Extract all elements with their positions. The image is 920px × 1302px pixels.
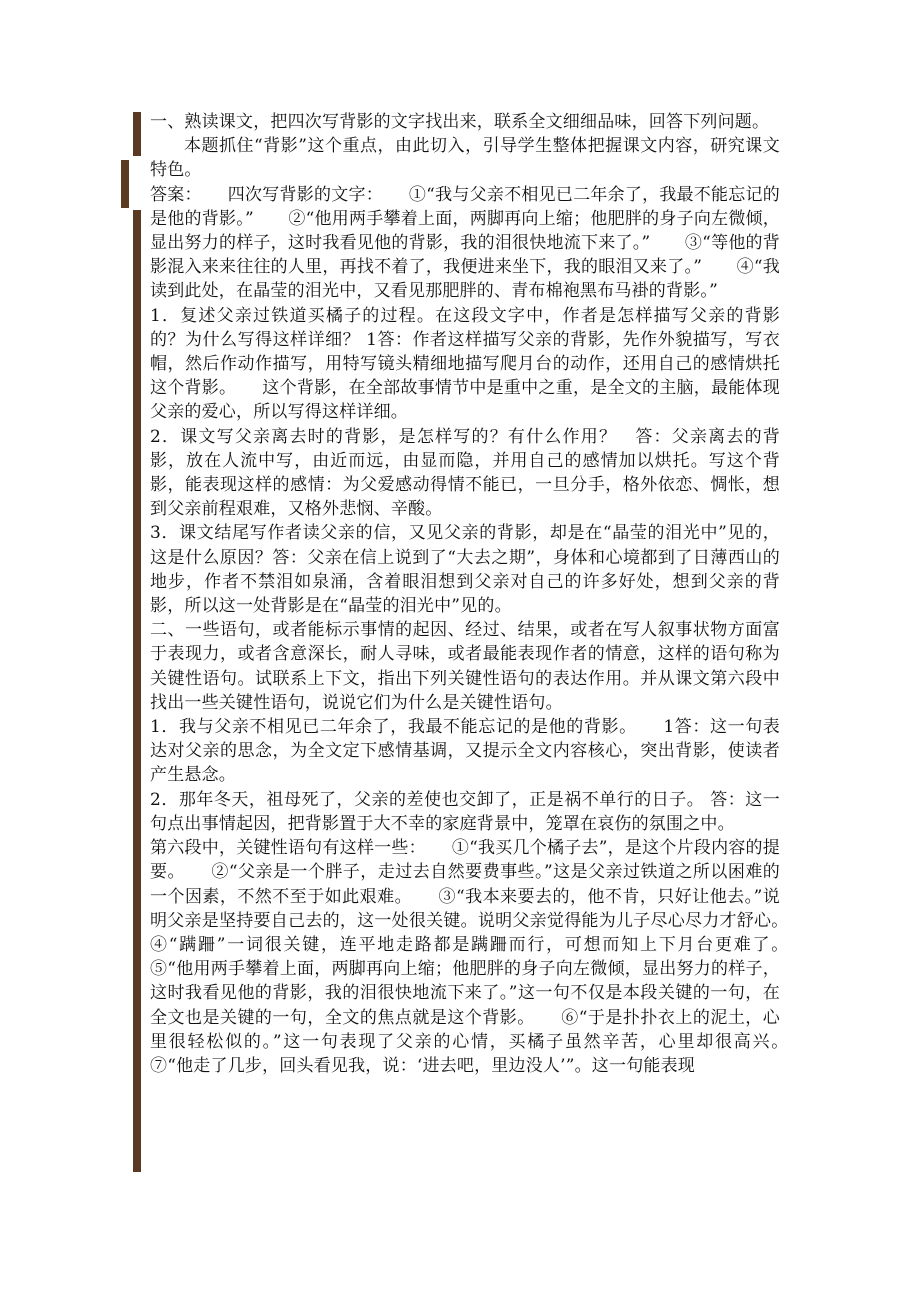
question-1-answer: 答案： 四次写背影的文字： ①“我与父亲不相见已二年余了，我最不能忘记的是他的背影。” ②“他用两手攀着上面，两脚再向上缩；他肥胖的身子向左微倾，显出努力的样子，这时我看见他的背影，我的泪很快地流下来了。” ③“等他的背影混入来来往往的人里，再找不着了，我便进来坐下，我的眼泪又来了。” ④“我读到此处，在晶莹的泪光中，又看见那肥胖的、青布棉袍黑布马褂的背影。”	[150, 184, 780, 302]
document-body	[150, 110, 815, 1078]
sub-question-2: 2．课文写父亲离去时的背影，是怎样写的？有什么作用？ 答：父亲离去的背影，放在人流中写，由近而远，由显而隐，并用自己的感情加以烘托。写这个背影，能表现这样的感情：为父爱感动得情不能已，一旦分手，格外依恋、惆怅，想到父亲前程艰难，又格外悲悯、辛酸。	[150, 426, 780, 520]
question-2-heading: 二、一些语句，或者能标示事情的起因、经过、结果，或者在写人叙事状物方面富于表现力，或者含意深长，耐人寻味，或者最能表现作者的情意，这样的语句称为关键性语句。试联系上下文，指出下列关键性语句的表达作用。并从课文第六段中找出一些关键性语句，说说它们为什么是关键性语句。	[150, 620, 780, 713]
key-sentence-2: 2．那年冬天，祖母死了，父亲的差使也交卸了，正是祸不单行的日子。 答：这一句点出事情起因，把背影置于大不幸的家庭背景中，笼罩在哀伤的氛围之中。	[150, 789, 780, 834]
paragraph-six-analysis: 第六段中，关键性语句有这样一些： ①“我买几个橘子去”，是这个片段内容的提要。 ②“父亲是一个胖子，走过去自然要费事些。”这是父亲过铁道之所以困难的一个因素，不然不至于如此艰难。 ③“我本来要去的，他不肯，只好让他去。”说明父亲是坚持要自己去的，这一处很关键。说明父亲觉得能为儿子尽心尽力才舒心。 ④“蹒跚”一词很关键，连平地走路都是蹒跚而行，可想而知上下月台更难了。 ⑤“他用两手攀着上面，两脚再向上缩；他肥胖的身子向左微倾，显出努力的样子，这时我看见他的背影，我的泪很快地流下来了。”这一句不仅是本段关键的一句，在全文也是关键的一句，全文的焦点就是这个背影。 ⑥“于是扑扑衣上的泥土，心里很轻松似的。”这一句表现了父亲的心情，买橘子虽然辛苦，心里却很高兴。 ⑦“他走了几步，回头看见我，说：‘进去吧，里边没人’”。这一句能表现	[150, 838, 815, 1076]
question-1-guidance: 本题抓住“背影”这个重点，由此切入，引导学生整体把握课文内容，研究课文特色。	[150, 136, 780, 181]
key-sentence-1: 1．我与父亲不相见已二年余了，我最不能忘记的是他的背影。 1答：这一句表达对父亲的思念，为全文定下感情基调，又提示全文内容核心，突出背影，使读者产生悬念。	[150, 717, 780, 786]
sub-question-3: 3．课文结尾写作者读父亲的信，又见父亲的背影，却是在“晶莹的泪光中”见的，这是什么原因？答：父亲在信上说到了“大去之期”，身体和心境都到了日薄西山的地步，作者不禁泪如泉涌，含着眼泪想到父亲对自己的许多好处，想到父亲的背影，所以这一处背影是在“晶莹的泪光中”见的。	[150, 523, 780, 617]
sub-question-1: 1．复述父亲过铁道买橘子的过程。在这段文字中，作者是怎样描写父亲的背影的？为什么写得这样详细？ 1答：作者这样描写父亲的背影，先作外貌描写，写衣帽，然后作动作描写，用特写镜头精细地描写爬月台的动作，还用自己的感情烘托这个背影。 这个背影，在全部故事情节中是重中之重，是全文的主脑，最能体现父亲的爱心，所以写得这样详细。	[150, 305, 780, 423]
margin-bar-2	[121, 160, 129, 208]
question-1-heading: 一、熟读课文，把四次写背影的文字找出来，联系全文细细品味，回答下列问题。	[150, 112, 770, 132]
margin-bar-1	[133, 112, 141, 156]
margin-bar-3	[133, 210, 141, 1172]
